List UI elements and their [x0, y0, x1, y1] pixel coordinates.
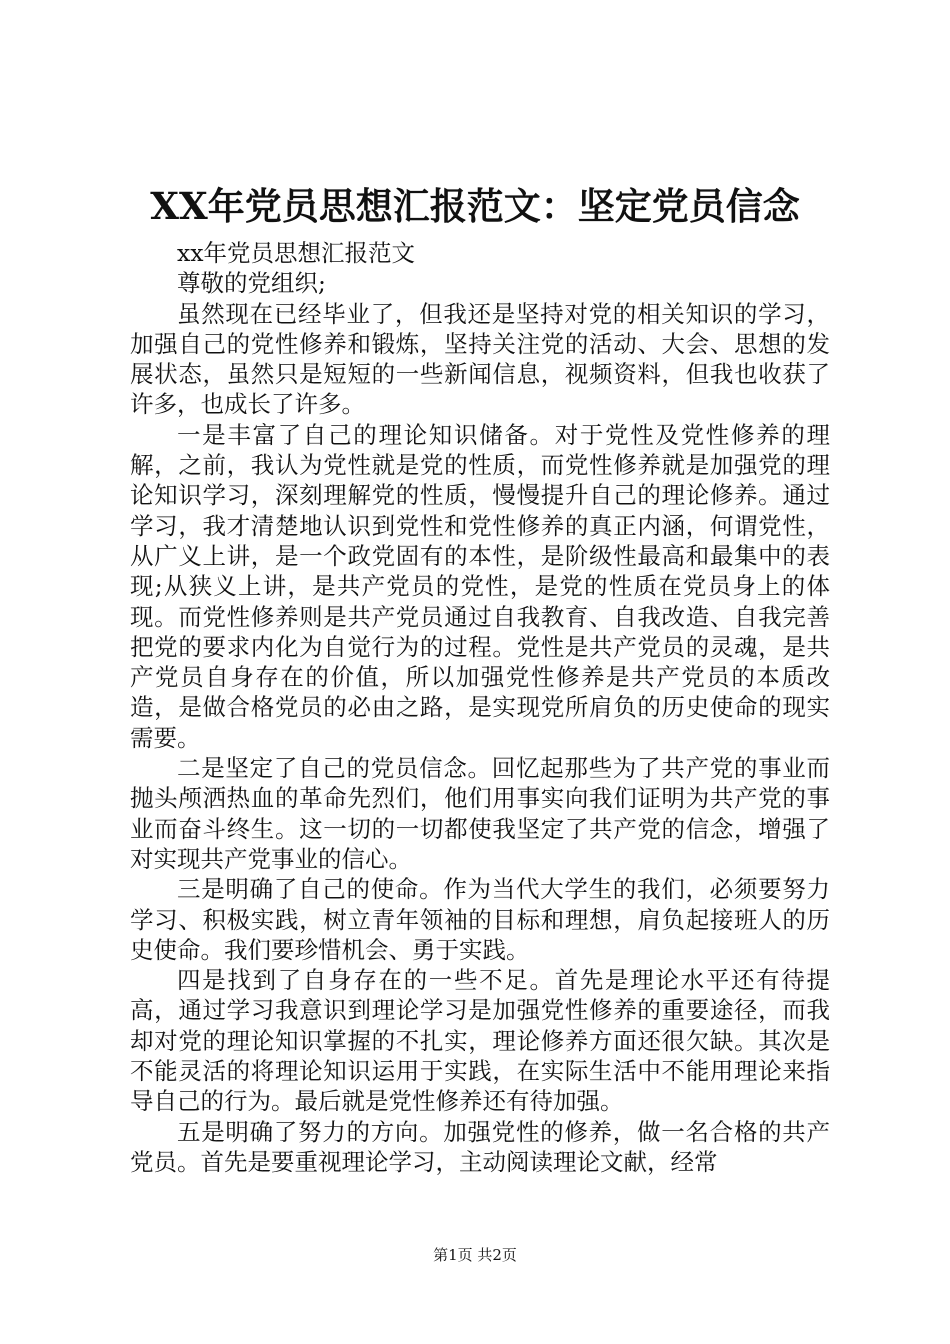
paragraph-salutation: 尊敬的党组织; — [177, 269, 326, 298]
paragraph-point-four: 四是找到了自身存在的一些不足。首先是理论水平还有待提高，通过学习我意识到理论学习是加强党性修养的重要途径，而我却对党的理论知识掌握的不扎实，理论修养方面还很欠缺。其次是不能灵活的将理论知识运用于实践，在实际生活中不能用理论来指导自己的行为。最后就是党性修养还有待加强。 — [130, 966, 830, 1116]
paragraph-point-one: 一是丰富了自己的理论知识储备。对于党性及党性修养的理解，之前，我认为党性就是党的性质，而党性修养就是加强党的理论知识学习，深刻理解党的性质，慢慢提升自己的理论修养。通过学习，我才清楚地认识到党性和党性修养的真正内涵，何谓党性，从广义上讲，是一个政党固有的本性，是阶级性最高和最集中的表现;从狭义上讲，是共产党员的党性，是党的性质在党员身上的体现。而党性修养则是共产党员通过自我教育、自我改造、自我完善把党的要求内化为自觉行为的过程。党性是共产党员的灵魂，是共产党员自身存在的价值，所以加强党性修养是共产党员的本质改造，是做合格党员的必由之路，是实现党所肩负的历史使命的现实需要。 — [130, 420, 830, 752]
paragraph-point-two: 二是坚定了自己的党员信念。回忆起那些为了共产党的事业而抛头颅洒热血的革命先烈们，他们用事实向我们证明为共产党的事业而奋斗终生。这一切的一切都使我坚定了共产党的信念，增强了对实现共产党事业的信心。 — [130, 754, 830, 873]
paragraph-intro: 虽然现在已经毕业了，但我还是坚持对党的相关知识的学习，加强自己的党性修养和锻炼，坚持关注党的活动、大会、思想的发展状态，虽然只是短短的一些新闻信息，视频资料，但我也收获了许多，也成长了许多。 — [130, 299, 830, 419]
paragraph-subtitle: xx年党员思想汇报范文 — [177, 239, 416, 267]
document-title: XX年党员思想汇报范文：坚定党员信念 — [150, 184, 800, 228]
paragraph-point-three: 三是明确了自己的使命。作为当代大学生的我们，必须要努力学习、积极实践，树立青年领袖的目标和理想，肩负起接班人的历史使命。我们要珍惜机会、勇于实践。 — [130, 875, 830, 964]
paragraph-point-five: 五是明确了努力的方向。加强党性的修养，做一名合格的共产党员。首先是要重视理论学习，主动阅读理论文献，经常 — [130, 1117, 830, 1176]
page-number-footer: 第1页 共2页 — [433, 1246, 517, 1264]
document-body — [130, 238, 830, 1177]
